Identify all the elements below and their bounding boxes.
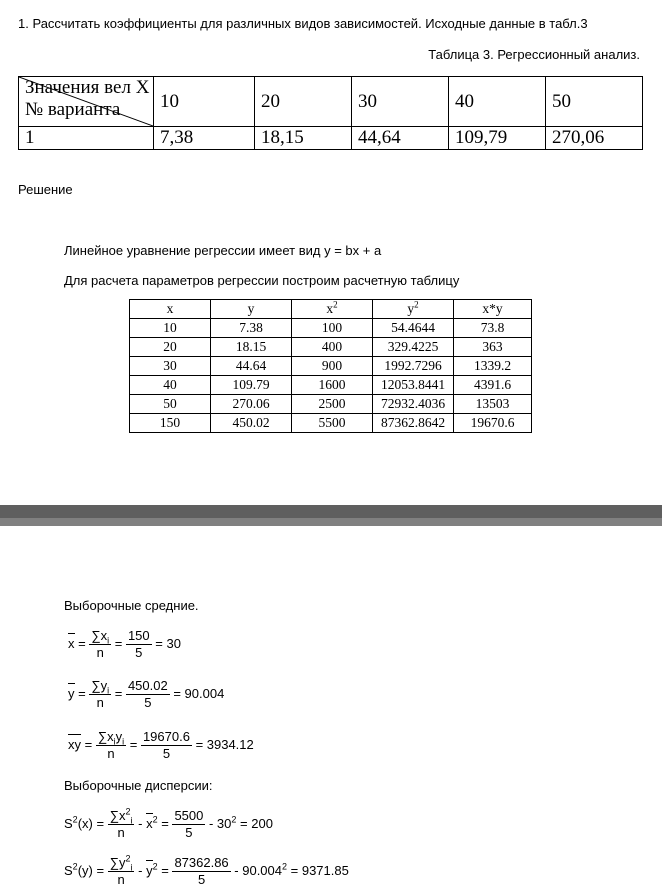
table-cell: 50 xyxy=(130,395,211,414)
table-row xyxy=(130,414,532,433)
table-cell: 400 xyxy=(292,338,373,357)
table-cell: 73.8 xyxy=(454,319,532,338)
table-cell: 13503 xyxy=(454,395,532,414)
x-value-cell: 20 xyxy=(255,77,352,127)
table-cell: 44.64 xyxy=(211,357,292,376)
header-cell: y xyxy=(211,300,292,319)
source-table xyxy=(18,76,643,150)
y-value-cell: 7,38 xyxy=(154,127,255,150)
dispersion-x-formula: $S^2(x)$ = $\frac{\sum x^2_i}{n}$ - $x^2$ = $\frac{5500}{5}$ - $30^2 = 200$ xyxy=(64,806,273,840)
task-text: 1. Рассчитать коэффициенты для различных видов зависимостей. Исходные данные в табл.3 xyxy=(18,16,588,31)
table-cell: 150 xyxy=(130,414,211,433)
table-cell: 30 xyxy=(130,357,211,376)
table-row xyxy=(130,338,532,357)
table-cell: 363 xyxy=(454,338,532,357)
table-cell: 329.4225 xyxy=(373,338,454,357)
table-row xyxy=(130,357,532,376)
y-value-cell: 270,06 xyxy=(546,127,643,150)
table-cell: 1339.2 xyxy=(454,357,532,376)
y-value-cell: 18,15 xyxy=(255,127,352,150)
header-cell: $y^2$ xyxy=(373,300,454,319)
table-cell: 72932.4036 xyxy=(373,395,454,414)
x-value-cell: 40 xyxy=(449,77,546,127)
x-value-cell: 30 xyxy=(352,77,449,127)
x-value-cell: 50 xyxy=(546,77,643,127)
mean-x-formula: x = $\frac{\sum x_i}{n}$ = $\frac{150}{5}$ = 30 xyxy=(68,628,181,660)
header-cell: x xyxy=(130,300,211,319)
header-cell: $x^2$ xyxy=(292,300,373,319)
mean-xy-formula: xy = $\frac{\sum x_iy_i}{n}$ = $\frac{19670.6}{5}$ = 3934.12 xyxy=(68,729,254,761)
table-cell: 4391.6 xyxy=(454,376,532,395)
dispersion-heading: Выборочные дисперсии: xyxy=(64,778,213,793)
page-break-band-lower xyxy=(0,518,662,526)
table-caption: Таблица 3. Регрессионный анализ. xyxy=(428,47,640,62)
table-cell: 20 xyxy=(130,338,211,357)
dispersion-y-formula: $S^2(y)$ = $\frac{\sum y^2_i}{n}$ - $y^2$ = $\frac{87362.86}{5}$ - 90.004$^2$ = 9371.85 xyxy=(64,853,349,887)
table-cell: 5500 xyxy=(292,414,373,433)
table-cell: 7.38 xyxy=(211,319,292,338)
table-cell: 19670.6 xyxy=(454,414,532,433)
table-cell: 109.79 xyxy=(211,376,292,395)
corner-bottom-label: № варианта xyxy=(25,99,121,120)
linear-equation-text: Линейное уравнение регрессии имеет вид y = bx + a xyxy=(64,243,382,258)
table-cell: 2500 xyxy=(292,395,373,414)
table-cell: 18.15 xyxy=(211,338,292,357)
table-cell: 40 xyxy=(130,376,211,395)
table-row xyxy=(130,376,532,395)
header-cell: x*y xyxy=(454,300,532,319)
y-value-cell: 44,64 xyxy=(352,127,449,150)
table-cell: 54.4644 xyxy=(373,319,454,338)
calc-table-intro: Для расчета параметров регрессии построим расчетную таблицу xyxy=(64,273,460,288)
table-cell: 1600 xyxy=(292,376,373,395)
corner-top-label: Значения вел X xyxy=(25,77,150,98)
table-cell: 10 xyxy=(130,319,211,338)
table-cell: 12053.8441 xyxy=(373,376,454,395)
table-cell: 1992.7296 xyxy=(373,357,454,376)
calc-table xyxy=(129,299,532,433)
table-cell: 100 xyxy=(292,319,373,338)
x-value-cell: 10 xyxy=(154,77,255,127)
table-cell: 87362.8642 xyxy=(373,414,454,433)
table-cell: 900 xyxy=(292,357,373,376)
table-row xyxy=(130,319,532,338)
table-row xyxy=(130,395,532,414)
table-cell: 450.02 xyxy=(211,414,292,433)
table-cell: 270.06 xyxy=(211,395,292,414)
solution-heading: Решение xyxy=(18,182,73,197)
mean-y-formula: y = $\frac{\sum y_i}{n}$ = $\frac{450.02}{5}$ = 90.004 xyxy=(68,678,225,710)
means-heading: Выборочные средние. xyxy=(64,598,199,613)
y-value-cell: 109,79 xyxy=(449,127,546,150)
corner-cell xyxy=(19,77,154,127)
variant-cell: 1 xyxy=(19,127,154,150)
